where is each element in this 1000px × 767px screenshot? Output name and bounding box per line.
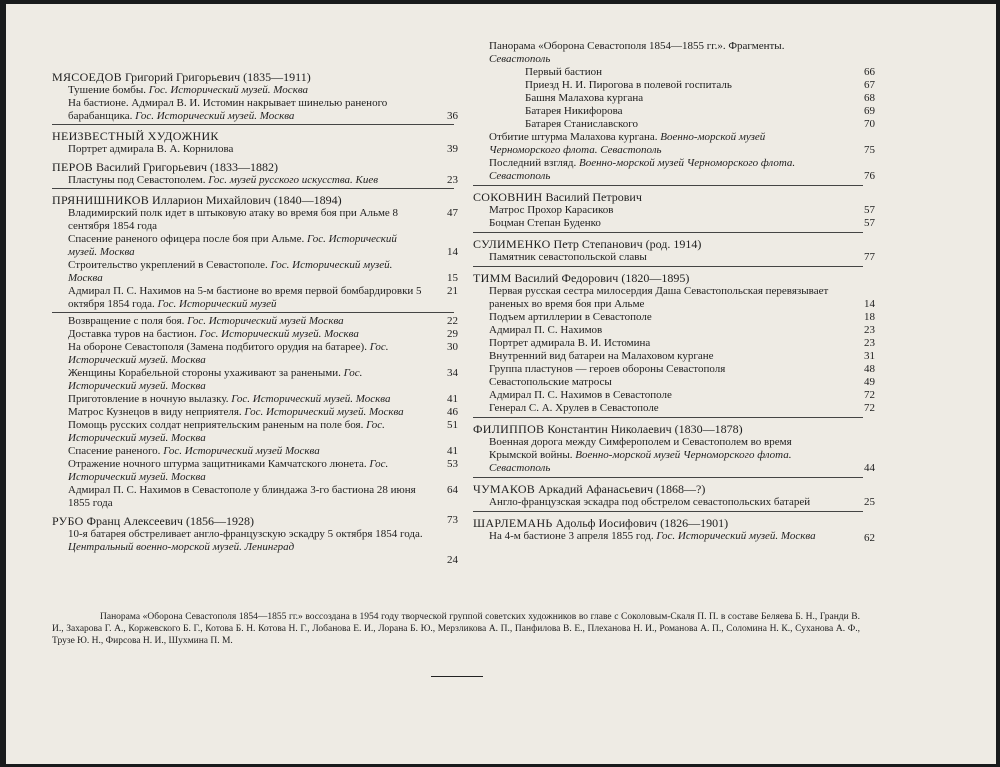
- work-entry: Севастопольские матросы 49: [489, 376, 875, 388]
- work-entry: Адмирал П. С. Нахимов 23: [489, 324, 875, 336]
- work-entry: Портрет адмирала В. А. Корнилова 39: [68, 143, 458, 155]
- work-entry: Группа пластунов — героев обороны Севастополя 48: [489, 363, 875, 375]
- panorama-fragment: Батарея Никифорова 69: [525, 105, 875, 117]
- separator: [473, 232, 863, 233]
- work-entry: Строительство укреплений в Севастополе. Гос. Исторический музей. Москва 15: [68, 259, 458, 284]
- work-entry: Боцман Степан Буденко 57: [489, 217, 875, 229]
- separator: [52, 188, 454, 189]
- work-entry: На 4-м бастионе 3 апреля 1855 год. Гос. Исторический музей. Москва 62: [489, 530, 875, 544]
- work-entry: Владимирский полк идет в штыковую атаку во время боя при Альме 8 сентября 1854 года 47: [68, 207, 458, 232]
- artist-heading: ПЕРОВ Василий Григорьевич (1833—1882): [52, 160, 279, 174]
- separator: [473, 417, 863, 418]
- separator: [473, 185, 863, 186]
- work-entry: Помощь русских солдат неприятельским раненым на поле боя. Гос. Исторический музей. Москва 51: [68, 419, 458, 444]
- artist-heading: ФИЛИППОВ Константин Николаевич (1830—1878): [473, 422, 743, 436]
- separator: [52, 312, 454, 313]
- artist-heading: СОКОВНИН Василий Петрович: [473, 190, 642, 204]
- separator: [473, 477, 863, 478]
- work-entry: Матрос Кузнецов в виду неприятеля. Гос. Исторический музей. Москва 46: [68, 406, 458, 418]
- artist-heading: РУБО Франц Алексеевич (1856—1928): [52, 514, 254, 528]
- work-entry: Отражение ночного штурма защитниками Камчатского люнета. Гос. Исторический музей. Москва 53: [68, 458, 458, 483]
- work-entry: Портрет адмирала В. И. Истомина 23: [489, 337, 875, 349]
- work-entry: Военная дорога между Симферополем и Севастополем во время Крымской войны. Военно-морской музей Черноморского флота. Севастополь 44: [489, 436, 875, 474]
- artist-heading: ТИММ Василий Федорович (1820—1895): [473, 271, 690, 285]
- work-entry: Англо-французская эскадра под обстрелом севастопольских батарей 25: [489, 496, 875, 508]
- separator: [473, 266, 863, 267]
- separator: [473, 511, 863, 512]
- work-entry: Отбитие штурма Малахова кургана. Военно-морской музей Черноморского флота. Севастополь 75: [489, 131, 875, 156]
- footnote: Панорама «Оборона Севастополя 1854—1855 гг.» воссоздана в 1954 году творческой группой советских художников во главе с Соколовым-Скаля П. П. в составе Беляева Б. Н., Гранди В. И., Захарова Г. А., Коржевского Б. Г., Котова Б. Н. Котова Н. Г., Лобанова Е. И., Лорана Б. Ю., Мерзликова А. П., Панфилова В. Е., Плехановa Н. И., Романова А. П., Соломина Н. К., Суханова А. Ф., Трузе Ю. Н., Фирсова Н. И., Шухмина П. М.: [52, 612, 860, 646]
- work-entry: Адмирал П. С. Нахимов в Севастополе 72: [489, 389, 875, 401]
- work-entry: Пластуны под Севастополем. Гос. музей русского искусства. Киев 23: [68, 174, 458, 186]
- work-entry: Памятник севастопольской славы 77: [489, 251, 875, 263]
- work-entry: На бастионе. Адмирал В. И. Истомин накрывает шинелью раненого барабанщика. Гос. Исторический музей. Москва 36: [68, 97, 458, 122]
- work-entry: Адмирал П. С. Нахимов в Севастополе у блиндажа 3-го бастиона 28 июня 1855 года 64: [68, 484, 458, 509]
- work-entry: 10-я батарея обстреливает англо-французскую эскадру 5 октября 1854 года. Центральный военно-морской музей. Ленинград 73 24: [68, 514, 458, 566]
- work-entry: Адмирал П. С. Нахимов на 5-м бастионе во время первой бомбардировки 5 октября 1854 года. Гос. Исторический музей 21: [68, 285, 458, 310]
- work-entry: Доставка туров на бастион. Гос. Исторический музей. Москва 29: [68, 328, 458, 340]
- artist-heading: НЕИЗВЕСТНЫЙ ХУДОЖНИК: [52, 129, 219, 143]
- book-page: [6, 4, 996, 764]
- work-entry: На обороне Севастополя (Замена подбитого орудия на батарее). Гос. Исторический музей. Москва 30: [68, 341, 458, 366]
- work-entry: Спасение раненого. Гос. Исторический музей Москва 41: [68, 445, 458, 457]
- artist-heading: ЧУМАКОВ Аркадий Афанасьевич (1868—?): [473, 482, 706, 496]
- artist-heading: МЯСОЕДОВ Григорий Григорьевич (1835—1911): [52, 70, 311, 84]
- work-entry: Женщины Корабельной стороны ухаживают за ранеными. Гос. Исторический музей. Москва 34: [68, 367, 458, 392]
- panorama-fragment: Приезд Н. И. Пирогова в полевой госпиталь 67: [525, 79, 875, 91]
- panorama-fragment: Батарея Станиславского 70: [525, 118, 875, 130]
- panorama-fragment: Первый бастион 66: [525, 66, 875, 78]
- work-entry: Панорама «Оборона Севастополя 1854—1855 гг.». Фрагменты. Севастополь: [489, 40, 785, 65]
- separator: [52, 124, 454, 125]
- work-entry: Тушение бомбы. Гос. Исторический музей. Москва: [68, 84, 309, 96]
- work-entry: Подъем артиллерии в Севастополе 18: [489, 311, 875, 323]
- work-entry: Первая русская сестра милосердия Даша Севастопольская перевязывает раненых во время боя при Альме 14: [489, 285, 875, 310]
- index-column-right: [473, 40, 875, 544]
- artist-heading: ПРЯНИШНИКОВ Илларион Михайлович (1840—1894): [52, 193, 342, 207]
- work-entry: Внутренний вид батареи на Малаховом кургане 31: [489, 350, 875, 362]
- index-column-left: [52, 66, 458, 566]
- work-entry: Возвращение с поля боя. Гос. Исторический музей Москва 22: [68, 315, 458, 327]
- artist-heading: СУЛИМЕНКО Петр Степанович (род. 1914): [473, 237, 702, 251]
- work-entry: Матрос Прохор Карасиков 57: [489, 204, 875, 216]
- artist-heading: ШАРЛЕМАНЬ Адольф Иосифович (1826—1901): [473, 516, 729, 530]
- page-number: 24: [447, 554, 458, 566]
- work-entry: Генерал С. А. Хрулев в Севастополе 72: [489, 402, 875, 414]
- work-entry: Приготовление в ночную вылазку. Гос. Исторический музей. Москва 41: [68, 393, 458, 405]
- end-rule: [431, 676, 483, 677]
- work-entry: Спасение раненого офицера после боя при Альме. Гос. Исторический музей. Москва 14: [68, 233, 458, 258]
- work-entry: Последний взгляд. Военно-морской музей Черноморского флота. Севастополь 76: [489, 157, 875, 182]
- panorama-fragment: Башня Малахова кургана 68: [525, 92, 875, 104]
